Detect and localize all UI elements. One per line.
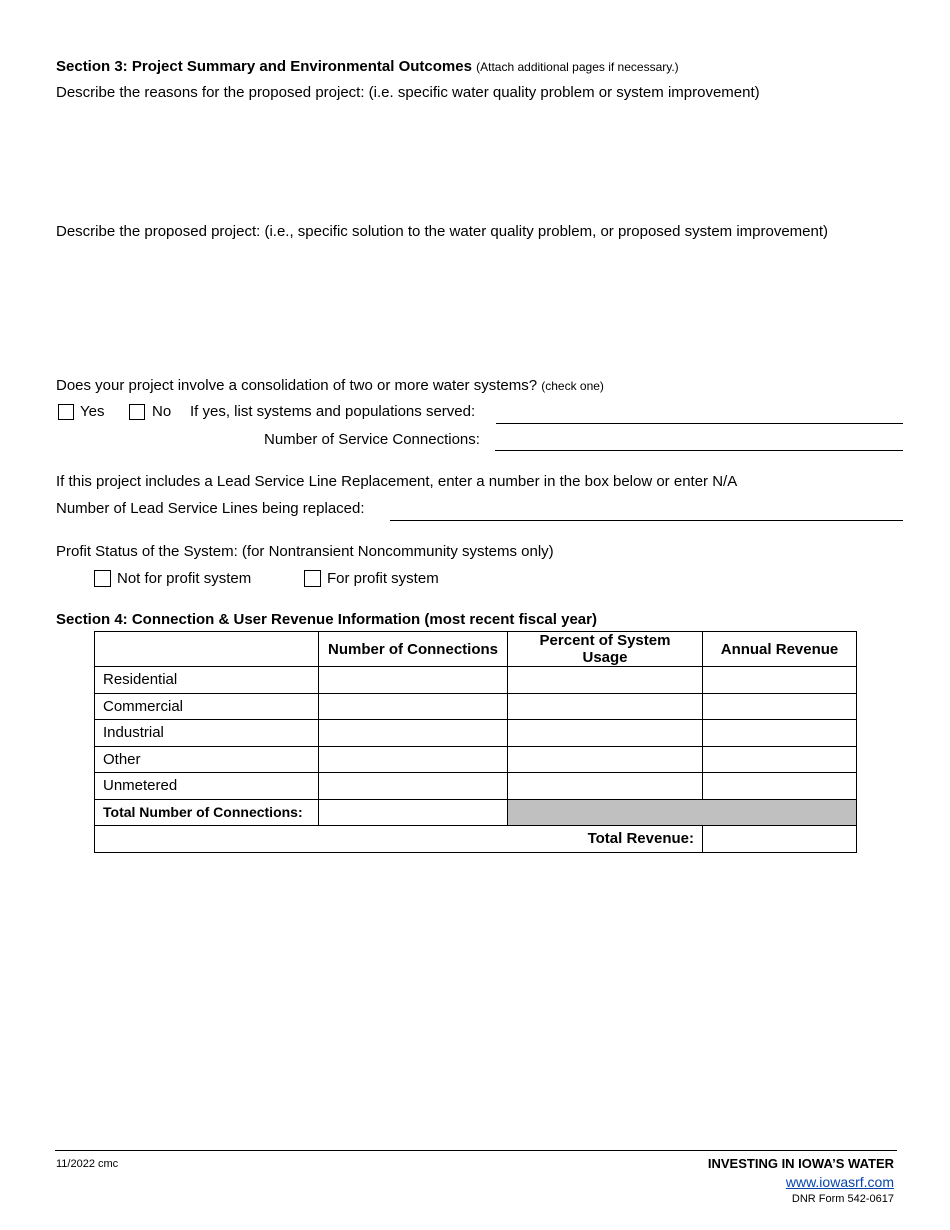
connections-cell[interactable]	[319, 667, 508, 694]
row-label: Other	[95, 746, 319, 773]
row-label: Industrial	[95, 720, 319, 747]
not-for-profit-checkbox[interactable]	[94, 570, 111, 587]
for-profit-checkbox[interactable]	[304, 570, 321, 587]
connections-cell[interactable]	[319, 746, 508, 773]
revenue-cell[interactable]	[703, 773, 857, 800]
usage-cell[interactable]	[508, 746, 703, 773]
not-for-profit-label: Not for profit system	[117, 570, 252, 587]
revenue-table	[94, 631, 857, 853]
revenue-cell[interactable]	[703, 720, 857, 747]
revenue-cell[interactable]	[703, 746, 857, 773]
footer-divider	[55, 1150, 897, 1151]
section3-title: Section 3: Project Summary and Environmental Outcomes	[56, 58, 472, 75]
list-systems-label: If yes, list systems and populations served:	[190, 403, 476, 420]
connections-cell[interactable]	[319, 693, 508, 720]
lead-lines-label: Number of Lead Service Lines being replaced:	[56, 500, 365, 517]
row-label: Unmetered	[95, 773, 319, 800]
usage-cell[interactable]	[508, 667, 703, 694]
row-label: Commercial	[95, 693, 319, 720]
for-profit-label: For profit system	[327, 570, 439, 587]
yes-checkbox[interactable]	[58, 404, 74, 420]
yes-label: Yes	[80, 403, 105, 420]
total-revenue-label: Total Revenue:	[95, 826, 703, 853]
usage-cell[interactable]	[508, 693, 703, 720]
lead-lines-field[interactable]	[390, 520, 903, 521]
table-row	[95, 693, 857, 720]
consolidation-note: (check one)	[541, 379, 604, 393]
usage-cell[interactable]	[508, 720, 703, 747]
shaded-cell	[508, 799, 857, 826]
project-prompt: Describe the proposed project: (i.e., specific solution to the water quality problem, or proposed system improvement)	[56, 223, 829, 240]
consolidation-question-row	[56, 377, 604, 394]
footer-form-number: DNR Form 542-0617	[791, 1193, 894, 1205]
table-header-row	[95, 632, 857, 667]
revenue-cell[interactable]	[703, 693, 857, 720]
total-connections-row	[95, 799, 857, 826]
consolidation-question: Does your project involve a consolidation of two or more water systems?	[56, 377, 538, 394]
footer-website-wrap	[786, 1174, 894, 1190]
connections-cell[interactable]	[319, 720, 508, 747]
footer-date-code: 11/2022 cmc	[56, 1158, 119, 1170]
reasons-prompt: Describe the reasons for the proposed project: (i.e. specific water quality problem or system improvement)	[56, 84, 760, 101]
service-connections-field[interactable]	[495, 450, 903, 451]
column-header: Annual Revenue	[703, 632, 857, 667]
total-connections-label: Total Number of Connections:	[95, 799, 319, 826]
column-header: Percent of System Usage	[508, 632, 703, 667]
total-connections-cell[interactable]	[319, 799, 508, 826]
total-revenue-row	[95, 826, 857, 853]
total-revenue-cell[interactable]	[703, 826, 857, 853]
table-row	[95, 773, 857, 800]
website-link[interactable]: www.iowasrf.com	[785, 1174, 894, 1190]
revenue-cell[interactable]	[703, 667, 857, 694]
profit-status-label: Profit Status of the System: (for Nontransient Noncommunity systems only)	[56, 543, 554, 560]
connections-cell[interactable]	[319, 773, 508, 800]
column-header: Number of Connections	[319, 632, 508, 667]
no-label: No	[152, 403, 172, 420]
section3-heading	[56, 58, 679, 75]
lead-line-instruction: If this project includes a Lead Service Line Replacement, enter a number in the box below or enter N/A	[56, 473, 738, 490]
table-row	[95, 720, 857, 747]
table-row	[95, 667, 857, 694]
section4-heading: Section 4: Connection & User Revenue Information (most recent fiscal year)	[56, 611, 597, 628]
footer-tagline: INVESTING IN IOWA’S WATER	[707, 1156, 894, 1171]
usage-cell[interactable]	[508, 773, 703, 800]
project-answer-area[interactable]	[56, 246, 906, 371]
list-systems-field[interactable]	[496, 423, 903, 424]
table-row	[95, 746, 857, 773]
section3-note: (Attach additional pages if necessary.)	[476, 60, 679, 74]
reasons-answer-area[interactable]	[56, 97, 906, 217]
row-label: Residential	[95, 667, 319, 694]
no-checkbox[interactable]	[129, 404, 145, 420]
column-header	[95, 632, 319, 667]
service-connections-label: Number of Service Connections:	[264, 431, 480, 448]
